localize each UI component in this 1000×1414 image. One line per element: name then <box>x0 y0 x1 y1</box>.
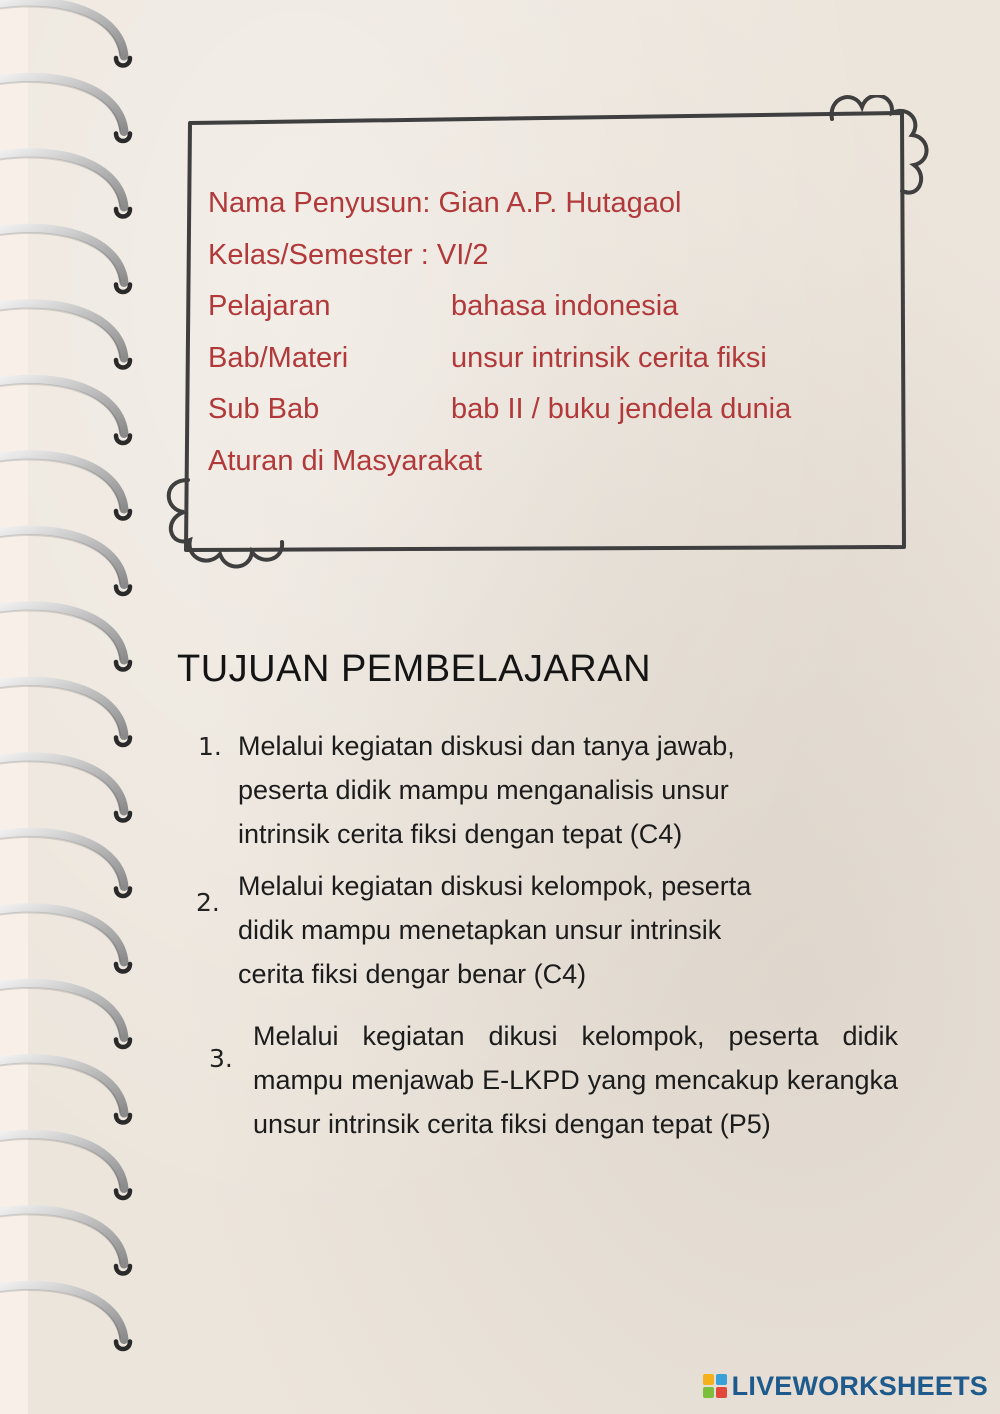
objective-number: 2. <box>196 888 220 917</box>
spiral-ring-shade <box>0 1064 120 1113</box>
spiral-ring-shade <box>0 913 120 962</box>
identity-info <box>208 178 888 487</box>
objective-line: peserta didik mampu menganalisis unsur <box>238 775 729 805</box>
liveworksheets-brand: LIVEWORKSHEETS <box>731 1370 988 1401</box>
spiral-ring-shade <box>0 535 120 584</box>
objective-item-3: Melalui kegiatan dikusi kelompok, peserta didik mampu menjawab E-LKPD yang mencakup kerangka unsur intrinsik cerita fiksi dengan tepat (P5) <box>253 1021 898 1139</box>
info-row-chapter <box>208 333 888 385</box>
objective-line: Melalui kegiatan diskusi kelompok, peserta <box>238 871 752 901</box>
objectives-heading: TUJUAN PEMBELAJARAN <box>177 648 652 690</box>
spiral-ring-shade <box>0 1215 120 1264</box>
spiral-ring-shade <box>0 686 120 735</box>
info-label: Nama Penyusun: Gian A.P. Hutagaol <box>208 187 682 219</box>
spiral-binding <box>0 0 150 1414</box>
info-row-subject <box>208 281 888 333</box>
spiral-ring-shade <box>0 988 120 1037</box>
info-value: bab II / buku jendela dunia <box>451 393 792 425</box>
liveworksheets-logo[interactable] <box>702 1370 988 1402</box>
objective-line: didik mampu menetapkan unsur intrinsik <box>238 915 722 945</box>
spiral-ring-shade <box>0 762 120 811</box>
spiral-ring-shade <box>0 1290 120 1339</box>
spiral-ring-shade <box>0 837 120 886</box>
info-row-topic <box>208 436 888 488</box>
liveworksheets-logo-icon <box>702 1373 728 1399</box>
objective-number: 1. <box>198 732 222 761</box>
info-value: bahasa indonesia <box>451 290 679 322</box>
spiral-ring-shade <box>0 158 120 207</box>
spiral-ring-shade <box>0 460 120 509</box>
spiral-ring-shade <box>0 1139 120 1188</box>
info-row-class-semester <box>208 230 888 282</box>
info-label: Kelas/Semester : VI/2 <box>208 238 489 271</box>
spiral-ring-shade <box>0 82 120 131</box>
info-row-author <box>208 178 888 230</box>
info-label: Pelajaran <box>208 290 331 322</box>
objective-item-2 <box>238 864 878 996</box>
spiral-ring-shade <box>0 233 120 282</box>
info-label: Aturan di Masyarakat <box>208 444 483 477</box>
info-label: Sub Bab <box>208 393 320 425</box>
info-label: Bab/Materi <box>208 341 349 374</box>
spiral-ring-shade <box>0 611 120 660</box>
objective-line: Melalui kegiatan diskusi dan tanya jawab, <box>238 731 735 761</box>
spiral-ring-shade <box>0 309 120 358</box>
objective-number: 3. <box>209 1044 233 1073</box>
spiral-ring-shade <box>0 384 120 433</box>
info-row-subchapter <box>208 384 888 436</box>
spiral-ring-shade <box>0 7 120 56</box>
objective-line: cerita fiksi dengar benar (C4) <box>238 959 587 989</box>
info-value: unsur intrinsik cerita fiksi <box>451 341 767 374</box>
objective-item-1 <box>238 724 878 856</box>
objective-line: intrinsik cerita fiksi dengan tepat (C4) <box>238 819 683 849</box>
